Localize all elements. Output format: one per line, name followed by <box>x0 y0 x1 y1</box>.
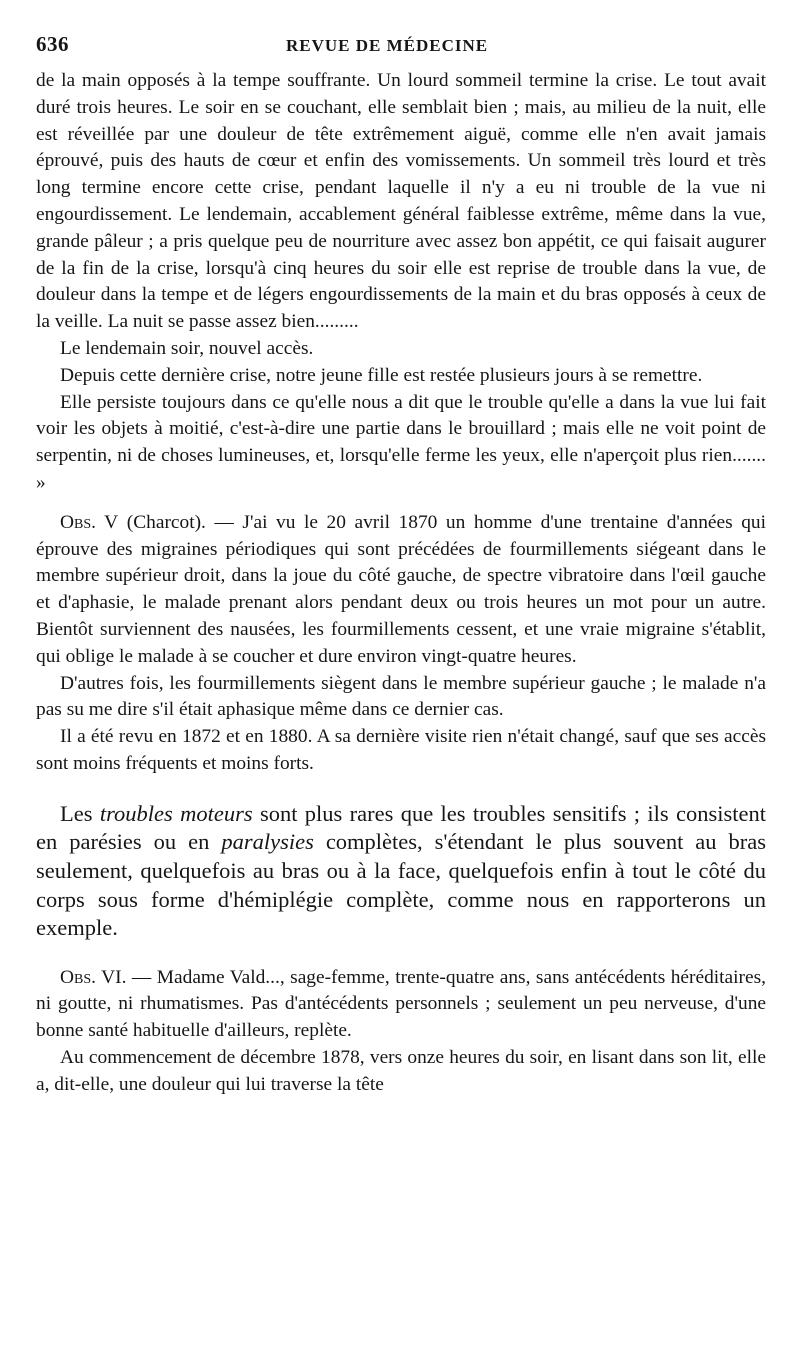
observation-label: Obs. V <box>60 511 119 533</box>
paragraph <box>36 965 766 1045</box>
emphasis: paralysies <box>221 829 314 855</box>
paragraph: Elle persiste toujours dans ce qu'elle nous a dit que le trouble qu'elle a dans la vue lui fait voir les objets à moitié, c'est-à-dire une partie dans le brouillard ; mais elle ne voit point de serpentin, ni de choses lumineuses, et, lorsqu'elle ferme les yeux, elle n'aperçoit plus rien....... » <box>36 391 766 493</box>
main-text <box>36 800 766 943</box>
observation-lead: (Charcot). — J'ai vu le 20 avril 1870 un homme d'une trentaine d'années qui éprouve des migraines périodiques qui sont précédées de fourmillements siégeant dans le membre supérieur droit, dans la joue du côté gauche, de spectre vibratoire dans l'œil gauche et d'aphasie, le malade prenant alors pendant deux ou trois heures un mot pour un autre. Bientôt surviennent des nausées, les fourmillements cessent, et une vraie migraine s'établit, qui oblige le malade à se coucher et dure environ vingt-quatre heures. <box>36 511 766 667</box>
observation-label: Obs. VI. <box>60 966 127 988</box>
text-run: sont plus rares que les troubles sensitifs ; ils consistent en parésies ou en <box>36 800 766 855</box>
paragraph <box>36 800 766 943</box>
text-run: complètes, s'étendant le plus souvent au bras seulement, quelquefois au bras ou à la face, quelquefois enfin à tout le côté du corps sous forme d'hémiplégie complète, comme nous en rapporterons un exemple. <box>36 829 766 941</box>
paragraph <box>36 510 766 671</box>
paragraph: Il a été revu en 1872 et en 1880. A sa dernière visite rien n'était changé, sauf que ses accès sont moins fréquents et moins forts. <box>36 726 766 774</box>
running-title: REVUE DE MÉDECINE <box>286 36 489 55</box>
page-number: 636 <box>36 32 69 56</box>
page-header <box>36 32 766 62</box>
journal-page <box>36 32 766 1099</box>
paragraph: Le lendemain soir, nouvel accès. <box>60 337 314 359</box>
paragraph: Depuis cette dernière crise, notre jeune fille est restée plusieurs jours à se remettre. <box>60 364 703 386</box>
paragraph: Au commencement de décembre 1878, vers onze heures du soir, en lisant dans son lit, elle a, dit-elle, une douleur qui lui traverse la tête <box>36 1047 766 1095</box>
paragraph: D'autres fois, les fourmillements siègent dans le membre supérieur gauche ; le malade n'a pas su me dire s'il était aphasique même dans ce dernier cas. <box>36 672 766 721</box>
text-run: Les <box>60 800 100 826</box>
observation-vi <box>36 965 766 1099</box>
observation-lead: — Madame Vald..., sage-femme, trente-quatre ans, sans antécédents héréditaires, ni goutte, ni rhumatismes. Pas d'antécédents personnels ; seulement un peu nerveuse, d'une bonne santé habituelle d'ailleurs, replète. <box>36 966 766 1042</box>
observation-v <box>36 510 766 778</box>
patient-account <box>36 68 766 497</box>
emphasis: troubles moteurs <box>99 800 253 826</box>
paragraph: de la main opposés à la tempe souffrante. Un lourd sommeil termine la crise. Le tout avait duré trois heures. Le soir en se couchant, elle semblait bien ; mais, au milieu de la nuit, elle est réveillée par une douleur de tête extrêmement aiguë, comme elle n'en avait jamais éprouvé, puis des hauts de cœur et enfin des vomissements. Un sommeil très lourd et très long termine encore cette crise, pendant laquelle il n'y a eu ni trouble de la vue ni engourdissement. Le lendemain, accablement général faiblesse extrême, même dans la vue, grande pâleur ; a pris quelque peu de nourriture avec assez bon appétit, ce qui faisait augurer de la fin de la crise, lorsqu'à cinq heures du soir elle est reprise de trouble dans la vue, de douleur dans la tempe et de légers engourdissements de la main et du bras opposés à ceux de la veille. La nuit se passe assez bien......... <box>36 70 766 333</box>
